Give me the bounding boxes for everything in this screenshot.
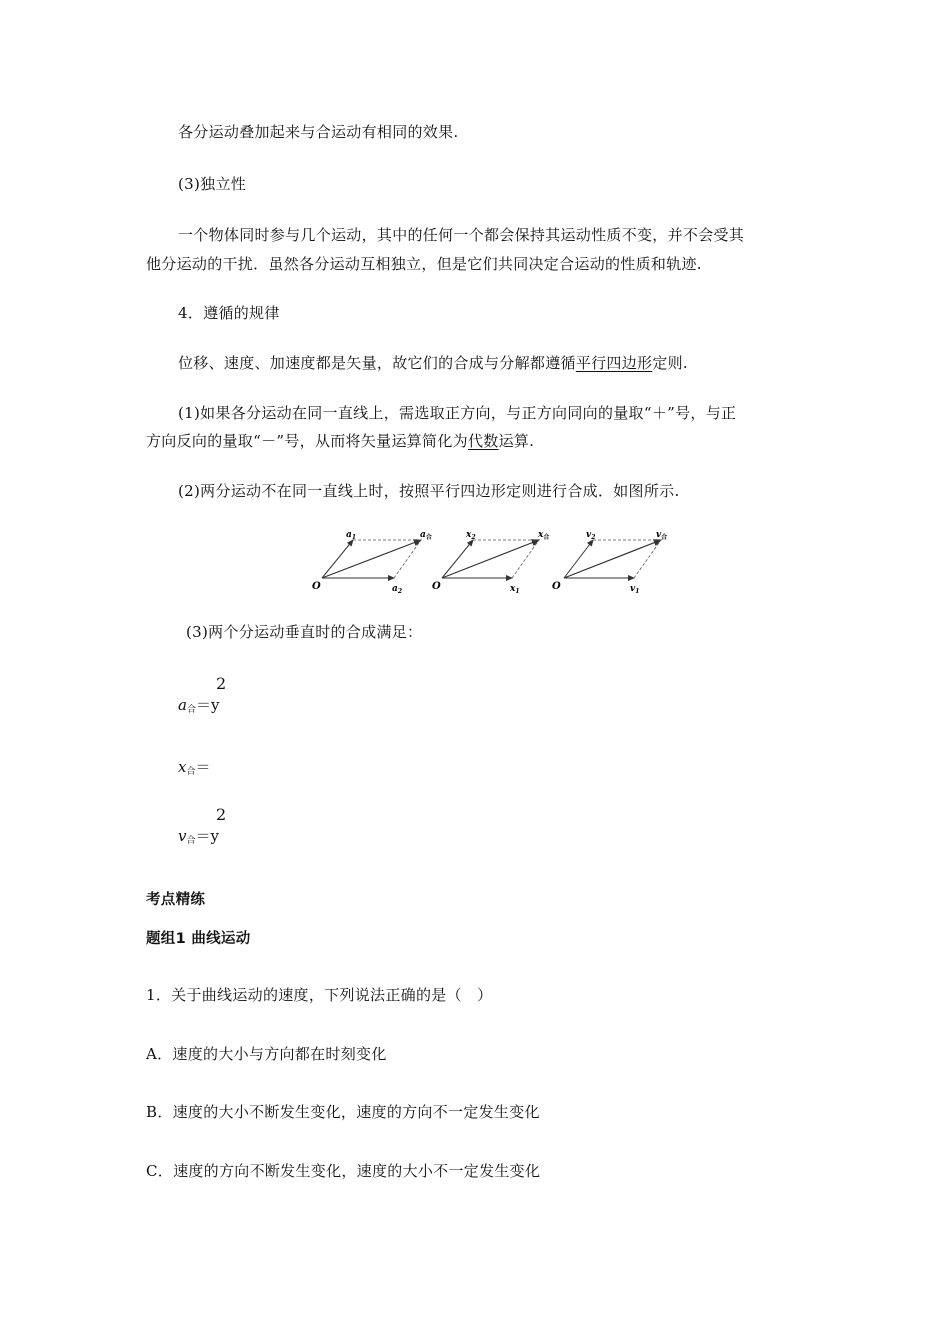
option-c: C．速度的方向不断发生变化，速度的大小不一定发生变化 [146, 1162, 541, 1180]
vector-a-resultant [322, 540, 421, 578]
vector-x-resultant [442, 540, 539, 578]
formula-x-symbol: x [178, 758, 187, 776]
paragraph-perpendicular: (3)两个分运动垂直时的合成满足： [186, 623, 423, 641]
same-line-text-post: 运算. [498, 432, 535, 450]
formula-velocity [178, 805, 227, 846]
formula-acceleration [178, 674, 227, 715]
label-x-resultant: $x_合$ [538, 530, 550, 541]
formula-v-exponent: 2 [216, 805, 227, 824]
diagram-velocity [552, 530, 667, 595]
diagram-displacement [432, 530, 549, 595]
formula-a-exponent: 2 [216, 674, 227, 693]
option-b: B．速度的大小不断发生变化，速度的方向不一定发生变化 [146, 1103, 540, 1121]
label-v1: $v_1$ [630, 584, 640, 595]
diagram-acceleration [312, 530, 432, 595]
same-line-text-pre: 方向反向的量取“－”号，从而将矢量运算简化为 [146, 432, 468, 450]
formula-displacement [178, 756, 211, 777]
paragraph-same-line-1: (1)如果各分运动在同一直线上，需选取正方向，与正方向同向的量取“＋”号，与正 [178, 404, 737, 422]
question-stem: 1．关于曲线运动的速度，下列说法正确的是（ ） [146, 986, 493, 1004]
question-group-title: 题组1 曲线运动 [146, 931, 251, 947]
label-x1: $x_1$ [510, 584, 520, 595]
paragraph-independence-line1: 一个物体同时参与几个运动，其中的任何一个都会保持其运动性质不变，并不会受其 [178, 226, 745, 244]
origin-label-1: O [312, 581, 321, 592]
label-a1: $a_1$ [346, 530, 357, 541]
formula-a-subscript: 合 [186, 705, 196, 715]
label-v-resultant: $v_合$ [656, 530, 668, 541]
formula-a-equals: ＝y [195, 696, 220, 714]
heading-independence: (3)独立性 [178, 175, 247, 193]
formula-x-equals: ＝ [195, 758, 211, 776]
section-title: 考点精练 [146, 892, 206, 908]
label-v2: $v_2$ [586, 530, 596, 541]
label-a-resultant: $a_合$ [420, 530, 432, 541]
formula-x-subscript: 合 [186, 767, 196, 777]
origin-label-2: O [432, 581, 441, 592]
paragraph-parallelogram: (2)两分运动不在同一直线上时，按照平行四边形定则进行合成．如图所示. [178, 482, 680, 500]
paragraph-vector-rule [178, 352, 688, 374]
vector-rule-text-post: 定则. [652, 354, 688, 372]
label-x2: $x_2$ [466, 530, 476, 541]
paragraph-independence-line2: 他分运动的干扰．虽然各分运动互相独立，但是它们共同决定合运动的性质和轨迹. [146, 255, 702, 273]
vector-rule-underlined: 平行四边形 [575, 354, 653, 372]
same-line-underlined: 代数 [467, 432, 499, 450]
formula-v-subscript: 合 [186, 836, 196, 846]
formula-v-symbol: v [178, 827, 187, 845]
option-a: A．速度的大小与方向都在时刻变化 [146, 1045, 387, 1063]
paragraph-superposition: 各分运动叠加起来与合运动有相同的效果. [178, 123, 459, 141]
formula-a-symbol: a [178, 696, 187, 714]
paragraph-same-line-2 [146, 430, 534, 452]
parallelogram-figure [312, 526, 712, 598]
formula-v-equals: ＝y [195, 827, 219, 845]
vector-rule-text-pre: 位移、速度、加速度都是矢量，故它们的合成与分解都遵循 [178, 354, 576, 372]
label-a2: $a_2$ [392, 584, 403, 595]
origin-label-3: O [552, 581, 561, 592]
heading-rules: 4．遵循的规律 [178, 304, 280, 322]
